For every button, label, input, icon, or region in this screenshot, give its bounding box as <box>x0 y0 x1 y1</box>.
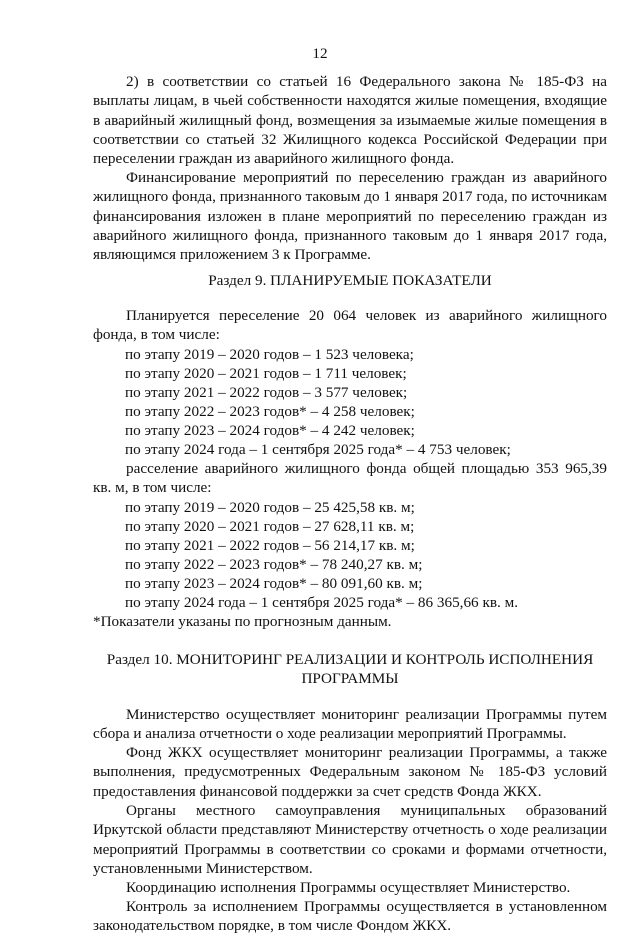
section-10-title-line-1: Раздел 10. МОНИТОРИНГ РЕАЛИЗАЦИИ И КОНТРОЛЬ ИСПОЛНЕНИЯ <box>106 651 594 668</box>
people-item-2024-2025: по этапу 2024 года – 1 сентября 2025 года* – 4 753 человек; <box>125 441 511 458</box>
area-item-2023-2024: по этапу 2023 – 2024 годов* – 80 091,60 кв. м; <box>125 575 423 592</box>
area-item-2019-2020: по этапу 2019 – 2020 годов – 25 425,58 кв. м; <box>125 499 415 516</box>
paragraph-control: Контроль за исполнением Программы осуществляется в установленном законодательством порядке, в том числе Фондом ЖКХ. <box>93 898 607 935</box>
area-item-2024-2025: по этапу 2024 года – 1 сентября 2025 года* – 86 365,66 кв. м. <box>125 594 518 611</box>
people-item-2020-2021: по этапу 2020 – 2021 годов – 1 711 человек; <box>125 365 407 382</box>
area-item-2020-2021: по этапу 2020 – 2021 годов – 27 628,11 кв. м; <box>125 518 415 535</box>
people-item-2019-2020: по этапу 2019 – 2020 годов – 1 523 человека; <box>125 346 414 363</box>
section-9-title: Раздел 9. ПЛАНИРУЕМЫЕ ПОКАЗАТЕЛИ <box>208 272 492 289</box>
paragraph-financing: Финансирование мероприятий по переселению граждан из аварийного жилищного фонда, признанного таковым до 1 января 2017 года, по источникам финансирования изложен в плане мероприятий по переселению граждан из аварийного жилищного фонда, признанного таковым до 1 января 2017 года, являющимся приложением 3 к Программе. <box>93 169 607 264</box>
area-item-2022-2023: по этапу 2022 – 2023 годов* – 78 240,27 кв. м; <box>125 556 423 573</box>
paragraph-fund-monitoring: Фонд ЖКХ осуществляет мониторинг реализации Программы, а также выполнения, предусмотренных Федеральным законом № 185-ФЗ условий предоставления финансовой поддержки за счет средств Фонда ЖКХ. <box>93 744 607 800</box>
area-intro: расселение аварийного жилищного фонда общей площадью 353 965,39 кв. м, в том числе: <box>93 460 607 497</box>
people-item-2022-2023: по этапу 2022 – 2023 годов* – 4 258 человек; <box>125 403 415 420</box>
people-item-2023-2024: по этапу 2023 – 2024 годов* – 4 242 человек; <box>125 422 415 439</box>
forecast-note: *Показатели указаны по прогнозным данным. <box>93 613 392 630</box>
paragraph-ministry-monitoring: Министерство осуществляет мониторинг реализации Программы путем сбора и анализа отчетности о ходе реализации мероприятий Программы. <box>93 706 607 743</box>
paragraph-local-authorities: Органы местного самоуправления муниципальных образований Иркутской области представляют Министерству отчетность о ходе реализации мероприятий Программы в соответствии со сроками и формами отчетности, установленными Министерством. <box>93 802 607 877</box>
paragraph-coordination: Координацию исполнения Программы осуществляет Министерство. <box>126 879 571 896</box>
people-item-2021-2022: по этапу 2021 – 2022 годов – 3 577 человек; <box>125 384 408 401</box>
section-9-intro: Планируется переселение 20 064 человек из аварийного жилищного фонда, в том числе: <box>93 307 607 344</box>
section-10-title-line-2: ПРОГРАММЫ <box>301 670 399 687</box>
area-item-2021-2022: по этапу 2021 – 2022 годов – 56 214,17 кв. м; <box>125 537 415 554</box>
page-number: 12 <box>312 45 328 62</box>
paragraph-compensation: 2) в соответствии со статьей 16 Федерального закона № 185-ФЗ на выплаты лицам, в чьей собственности находятся жилые помещения, входящие в аварийный жилищный фонд, возмещения за изымаемые жилые помещения в соответствии со статьей 32 Жилищного кодекса Российской Федерации при переселении граждан из аварийного жилищного фонда. <box>93 73 607 168</box>
